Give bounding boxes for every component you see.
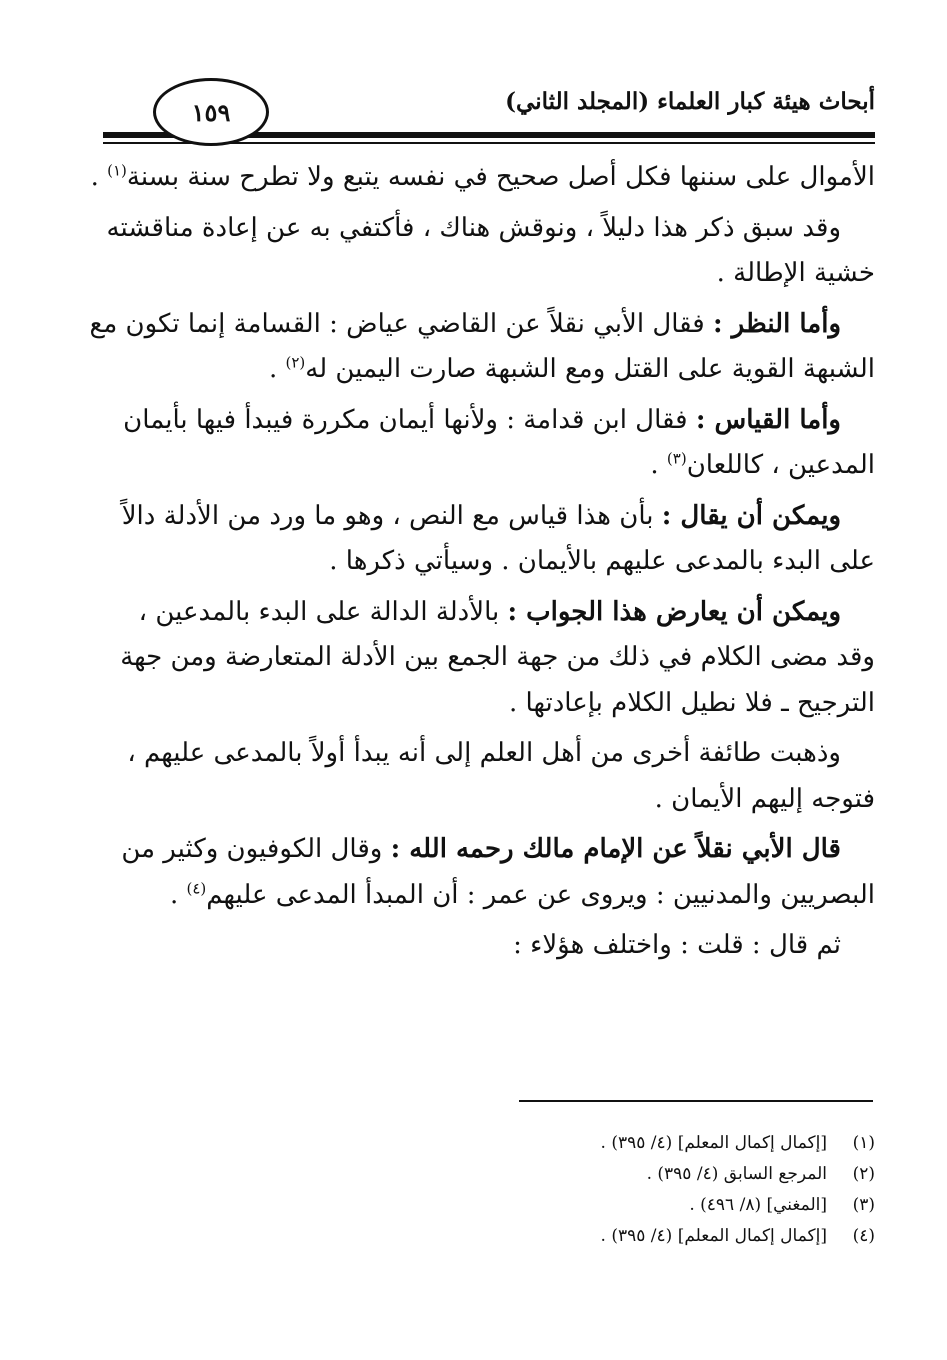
main-text — [89, 155, 875, 974]
footnote-ref-4[interactable]: (٤) — [186, 878, 207, 897]
paragraph-5: ويمكن أن يقال : بأن هذا قياس مع النص ، وهو ما ورد من الأدلة دالاً على البدء بالمدعى عليهم بالأيمان . وسيأتي ذكرها . — [121, 500, 875, 576]
paragraph-4: وأما القياس : فقال ابن قدامة : ولأنها أيمان مكررة فيبدأ فيها بأيمان المدعين ، كاللعان$^{(٣)}$ . — [123, 404, 875, 480]
footnote-ref-1[interactable]: (١) — [107, 161, 127, 180]
paragraph-9: ثم قال : قلت : واختلف هؤلاء : — [513, 930, 841, 960]
footnote-1: (١)[إكمال إكمال المعلم] (٤/ ٣٩٥) . — [600, 1133, 875, 1153]
paragraph-6: ويمكن أن يعارض هذا الجواب : بالأدلة الدالة على البدء بالمدعين ، وقد مضى الكلام في ذلك من جهة الجمع بين الأدلة المتعارضة ومن جهة الترجيح ـ فلا نطيل الكلام بإعادتها . — [120, 596, 875, 718]
footnote-ref-2[interactable]: (٢) — [285, 353, 306, 372]
paragraph-8: قال الأبي نقلاً عن الإمام مالك رحمه الله : وقال الكوفيون وكثير من البصريين والمدنيين : ويروى عن عمر : أن المبدأ المدعى عليهم$^{(٤)}$ . — [121, 834, 875, 910]
running-header-title: أبحاث هيئة كبار العلماء (المجلد الثاني) — [505, 88, 875, 115]
footnote-4: (٤)[إكمال إكمال المعلم] (٤/ ٣٩٥) . — [600, 1226, 875, 1246]
page-number: ١٥٩ — [153, 78, 269, 146]
paragraph-1: الأموال على سننها فكل أصل صحيح في نفسه يتبع ولا تطرح سنة بسنة$^{(١)}$ . — [90, 161, 875, 192]
footnote-3: (٣)[المغني] (٨/ ٤٩٦) . — [689, 1195, 875, 1215]
footnote-ref-3[interactable]: (٣) — [666, 449, 687, 468]
footnote-2: (٢)المرجع السابق (٤/ ٣٩٥) . — [646, 1164, 875, 1184]
paragraph-3: وأما النظر : فقال الأبي نقلاً عن القاضي عياض : القسامة إنما تكون مع الشبهة القوية على القتل ومع الشبهة صارت اليمين له$^{(٢)}$ . — [89, 308, 875, 384]
lead-term: ويمكن أن يقال : — [661, 500, 841, 531]
paragraph-7: وذهبت طائفة أخرى من أهل العلم إلى أنه يبدأ أولاً بالمدعى عليهم ، فتوجه إليهم الأيمان . — [127, 738, 875, 814]
lead-term: وأما القياس : — [695, 404, 841, 435]
lead-term: ويمكن أن يعارض هذا الجواب : — [507, 596, 841, 627]
footnotes — [100, 1128, 875, 1252]
lead-term: وأما النظر : — [713, 308, 841, 339]
paragraph-2: وقد سبق ذكر هذا دليلاً ، ونوقش هناك ، فأكتفي به عن إعادة مناقشته خشية الإطالة . — [106, 212, 875, 288]
lead-term: قال الأبي نقلاً عن الإمام مالك رحمه الله : — [390, 834, 841, 864]
footnote-separator — [519, 1100, 873, 1102]
